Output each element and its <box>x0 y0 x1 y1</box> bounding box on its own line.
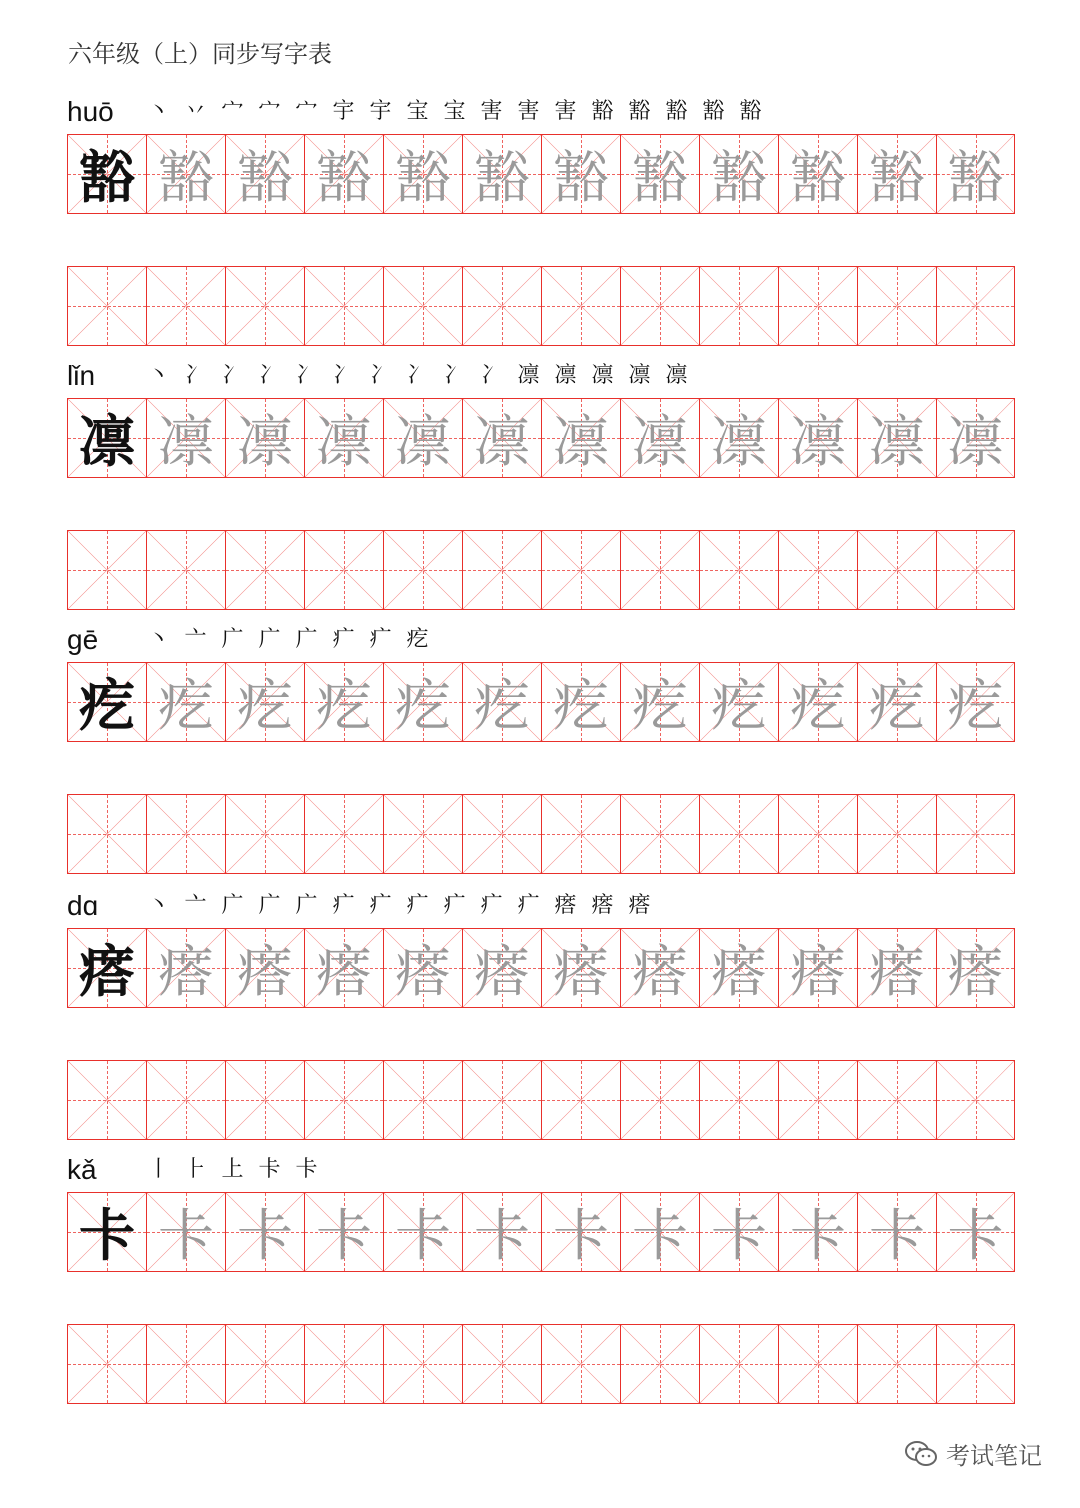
practice-cell[interactable] <box>699 266 778 346</box>
trace-cell <box>936 398 1015 478</box>
stroke-step: 宀 <box>258 99 281 124</box>
stroke-step: 上 <box>221 1157 244 1182</box>
stroke-step: 豁 <box>739 99 762 124</box>
trace-character: 瘩 <box>395 940 451 1005</box>
trace-character: 疙 <box>632 674 688 739</box>
trace-character: 疙 <box>790 674 846 739</box>
practice-cell[interactable] <box>383 1060 462 1140</box>
trace-cell <box>857 662 936 742</box>
trace-character: 凛 <box>869 410 925 475</box>
trace-character: 豁 <box>158 146 214 211</box>
trace-cell <box>225 1192 304 1272</box>
trace-row <box>67 1192 1015 1272</box>
trace-cell <box>304 1192 383 1272</box>
stroke-step: 豁 <box>628 99 651 124</box>
trace-character: 凛 <box>474 410 530 475</box>
trace-cell <box>857 398 936 478</box>
practice-cell[interactable] <box>778 530 857 610</box>
trace-row <box>67 662 1015 742</box>
trace-cell <box>936 134 1015 214</box>
trace-cell <box>778 398 857 478</box>
stroke-step: 豁 <box>665 99 688 124</box>
trace-cell <box>383 1192 462 1272</box>
practice-cell[interactable] <box>699 794 778 874</box>
character-block <box>0 1150 1080 1420</box>
practice-cell[interactable] <box>778 1060 857 1140</box>
practice-cell[interactable] <box>67 1324 146 1404</box>
model-cell <box>67 398 146 478</box>
trace-cell <box>383 928 462 1008</box>
practice-row <box>67 1060 1015 1140</box>
trace-character: 凛 <box>237 410 293 475</box>
model-character: 疙 <box>79 673 135 739</box>
stroke-step: 广 <box>295 893 318 918</box>
trace-character: 瘩 <box>711 940 767 1005</box>
trace-cell <box>620 1192 699 1272</box>
stroke-step: 疒 <box>332 627 355 652</box>
trace-character: 豁 <box>947 146 1004 211</box>
practice-cell[interactable] <box>304 530 383 610</box>
trace-character: 卡 <box>711 1204 767 1269</box>
stroke-step: 疒 <box>480 893 503 918</box>
practice-cell[interactable] <box>146 266 225 346</box>
trace-character: 豁 <box>869 146 925 211</box>
trace-cell <box>778 928 857 1008</box>
stroke-step: 冫 <box>295 363 318 388</box>
stroke-order <box>140 92 769 132</box>
practice-cell[interactable] <box>462 266 541 346</box>
practice-cell[interactable] <box>857 530 936 610</box>
stroke-step: ⺊ <box>184 1157 207 1182</box>
practice-cell[interactable] <box>699 530 778 610</box>
pinyin-label: kǎ <box>67 1154 97 1185</box>
trace-cell <box>462 928 541 1008</box>
trace-character: 疙 <box>947 674 1004 739</box>
trace-cell <box>778 134 857 214</box>
model-cell <box>67 134 146 214</box>
practice-cell[interactable] <box>541 1324 620 1404</box>
trace-character: 豁 <box>474 146 530 211</box>
stroke-step: 宝 <box>443 99 466 124</box>
practice-cell[interactable] <box>146 794 225 874</box>
trace-character: 瘩 <box>869 940 925 1005</box>
trace-cell <box>146 928 225 1008</box>
trace-cell <box>541 134 620 214</box>
stroke-step: 广 <box>258 627 281 652</box>
practice-cell[interactable] <box>67 1060 146 1140</box>
practice-cell[interactable] <box>620 530 699 610</box>
practice-cell[interactable] <box>383 266 462 346</box>
trace-cell <box>383 662 462 742</box>
trace-character: 豁 <box>790 146 846 211</box>
practice-cell[interactable] <box>304 1060 383 1140</box>
trace-cell <box>541 398 620 478</box>
stroke-step: 害 <box>554 99 577 124</box>
trace-cell <box>225 928 304 1008</box>
trace-character: 卡 <box>316 1204 372 1269</box>
trace-cell <box>225 134 304 214</box>
trace-character: 疙 <box>869 674 925 739</box>
stroke-step: 广 <box>258 893 281 918</box>
practice-cell[interactable] <box>225 530 304 610</box>
practice-cell[interactable] <box>936 530 1015 610</box>
trace-character: 瘩 <box>237 940 293 1005</box>
pinyin-label: lǐn <box>67 360 96 391</box>
stroke-step: 凛 <box>591 363 614 388</box>
trace-cell <box>541 928 620 1008</box>
trace-character: 卡 <box>947 1204 1004 1269</box>
trace-cell <box>936 1192 1015 1272</box>
page-title: 六年级（上）同步写字表 <box>68 40 332 68</box>
trace-character: 瘩 <box>790 940 846 1005</box>
practice-cell[interactable] <box>462 530 541 610</box>
trace-character: 瘩 <box>632 940 688 1005</box>
stroke-step: 凛 <box>517 363 540 388</box>
trace-character: 疙 <box>237 674 293 739</box>
stroke-step: 丶 <box>147 363 170 388</box>
stroke-step: 豁 <box>591 99 614 124</box>
trace-character: 卡 <box>395 1204 451 1269</box>
trace-character: 瘩 <box>316 940 372 1005</box>
practice-cell[interactable] <box>857 1324 936 1404</box>
trace-cell <box>383 398 462 478</box>
practice-row <box>67 530 1015 610</box>
practice-cell[interactable] <box>857 794 936 874</box>
stroke-step: 宀 <box>221 99 244 124</box>
trace-character: 凛 <box>632 410 688 475</box>
trace-cell <box>225 398 304 478</box>
trace-cell <box>146 1192 225 1272</box>
stroke-step: 害 <box>480 99 503 124</box>
trace-cell <box>778 662 857 742</box>
trace-character: 疙 <box>553 674 609 739</box>
stroke-step: 丶 <box>147 627 170 652</box>
stroke-order <box>140 620 436 660</box>
trace-cell <box>462 398 541 478</box>
stroke-step: 冫 <box>369 363 392 388</box>
practice-cell[interactable] <box>383 1324 462 1404</box>
practice-cell[interactable] <box>778 1324 857 1404</box>
trace-character: 豁 <box>395 146 451 211</box>
model-character: 凛 <box>79 409 135 475</box>
practice-cell[interactable] <box>936 266 1015 346</box>
trace-character: 豁 <box>553 146 609 211</box>
stroke-step: 丶 <box>147 99 170 124</box>
practice-cell[interactable] <box>699 1324 778 1404</box>
stroke-step: 瘩 <box>628 893 651 918</box>
practice-cell[interactable] <box>304 1324 383 1404</box>
stroke-step: 疒 <box>369 893 392 918</box>
trace-cell <box>541 662 620 742</box>
trace-cell <box>699 398 778 478</box>
trace-cell <box>936 928 1015 1008</box>
stroke-step: 广 <box>295 627 318 652</box>
stroke-step: 冫 <box>406 363 429 388</box>
trace-cell <box>541 1192 620 1272</box>
wechat-icon <box>904 1439 938 1469</box>
practice-cell[interactable] <box>620 1060 699 1140</box>
trace-cell <box>146 662 225 742</box>
practice-cell[interactable] <box>541 1060 620 1140</box>
trace-character: 凛 <box>947 410 1004 475</box>
practice-row <box>67 266 1015 346</box>
character-block <box>0 356 1080 626</box>
stroke-order <box>140 1150 325 1190</box>
trace-character: 疙 <box>711 674 767 739</box>
stroke-step: 宀 <box>295 99 318 124</box>
trace-cell <box>620 928 699 1008</box>
stroke-step: 宝 <box>406 99 429 124</box>
stroke-step: 丶 <box>147 893 170 918</box>
trace-character: 瘩 <box>158 940 214 1005</box>
stroke-step: 疒 <box>517 893 540 918</box>
practice-cell[interactable] <box>383 794 462 874</box>
practice-cell[interactable] <box>620 1324 699 1404</box>
trace-character: 卡 <box>474 1204 530 1269</box>
character-block <box>0 92 1080 362</box>
character-block <box>0 886 1080 1156</box>
practice-cell[interactable] <box>620 266 699 346</box>
trace-character: 卡 <box>237 1204 293 1269</box>
trace-character: 凛 <box>316 410 372 475</box>
practice-cell[interactable] <box>225 794 304 874</box>
stroke-step: 豁 <box>702 99 725 124</box>
stroke-step: 丷 <box>184 99 207 124</box>
trace-cell <box>857 928 936 1008</box>
stroke-step: 疒 <box>369 627 392 652</box>
practice-cell[interactable] <box>304 266 383 346</box>
practice-cell[interactable] <box>541 794 620 874</box>
trace-row <box>67 928 1015 1008</box>
pinyin-label: huō <box>67 96 114 127</box>
practice-cell[interactable] <box>541 266 620 346</box>
trace-character: 卡 <box>632 1204 688 1269</box>
stroke-step: 冫 <box>332 363 355 388</box>
practice-row <box>67 794 1015 874</box>
stroke-step: 凛 <box>628 363 651 388</box>
trace-cell <box>857 134 936 214</box>
stroke-order <box>140 356 695 396</box>
watermark <box>904 1436 1042 1471</box>
trace-cell <box>699 928 778 1008</box>
trace-character: 凛 <box>395 410 451 475</box>
practice-cell[interactable] <box>699 1060 778 1140</box>
trace-character: 豁 <box>316 146 372 211</box>
trace-cell <box>304 398 383 478</box>
practice-cell[interactable] <box>146 530 225 610</box>
model-cell <box>67 1192 146 1272</box>
practice-cell[interactable] <box>936 1324 1015 1404</box>
stroke-step: 瘩 <box>554 893 577 918</box>
trace-cell <box>857 1192 936 1272</box>
trace-cell <box>620 134 699 214</box>
trace-cell <box>699 662 778 742</box>
trace-cell <box>304 134 383 214</box>
stroke-step: 冫 <box>184 363 207 388</box>
watermark-text: 考试笔记 <box>946 1442 1042 1470</box>
trace-cell <box>462 1192 541 1272</box>
trace-row <box>67 398 1015 478</box>
stroke-step: 亠 <box>184 627 207 652</box>
trace-character: 疙 <box>474 674 530 739</box>
trace-cell <box>778 1192 857 1272</box>
trace-character: 卡 <box>869 1204 925 1269</box>
trace-cell <box>620 398 699 478</box>
practice-cell[interactable] <box>936 794 1015 874</box>
stroke-step: 疒 <box>406 893 429 918</box>
trace-row <box>67 134 1015 214</box>
stroke-step: 亠 <box>184 893 207 918</box>
practice-cell[interactable] <box>225 266 304 346</box>
practice-cell[interactable] <box>304 794 383 874</box>
trace-character: 疙 <box>158 674 214 739</box>
trace-character: 凛 <box>553 410 609 475</box>
trace-cell <box>699 1192 778 1272</box>
practice-cell[interactable] <box>778 266 857 346</box>
stroke-order <box>140 886 658 926</box>
practice-cell[interactable] <box>936 1060 1015 1140</box>
stroke-step: 疙 <box>406 627 429 652</box>
practice-cell[interactable] <box>857 1060 936 1140</box>
trace-cell <box>936 662 1015 742</box>
model-character: 豁 <box>79 145 135 211</box>
stroke-step: 冫 <box>258 363 281 388</box>
stroke-step: 疒 <box>443 893 466 918</box>
trace-character: 卡 <box>553 1204 609 1269</box>
trace-character: 凛 <box>158 410 214 475</box>
practice-cell[interactable] <box>462 1060 541 1140</box>
practice-cell[interactable] <box>146 1324 225 1404</box>
stroke-step: 害 <box>517 99 540 124</box>
model-character: 瘩 <box>79 939 135 1005</box>
trace-character: 豁 <box>632 146 688 211</box>
trace-character: 疙 <box>316 674 372 739</box>
practice-cell[interactable] <box>462 1324 541 1404</box>
practice-row <box>67 1324 1015 1404</box>
model-cell <box>67 662 146 742</box>
pinyin-label: dɑ <box>67 890 99 921</box>
trace-cell <box>304 928 383 1008</box>
trace-cell <box>383 134 462 214</box>
stroke-step: 冫 <box>480 363 503 388</box>
practice-cell[interactable] <box>541 530 620 610</box>
trace-cell <box>699 134 778 214</box>
stroke-step: 卡 <box>258 1157 281 1182</box>
stroke-step: 疒 <box>332 893 355 918</box>
stroke-step: 宇 <box>369 99 392 124</box>
practice-cell[interactable] <box>225 1324 304 1404</box>
trace-cell <box>304 662 383 742</box>
practice-cell[interactable] <box>67 266 146 346</box>
trace-cell <box>146 398 225 478</box>
practice-cell[interactable] <box>857 266 936 346</box>
practice-cell[interactable] <box>225 1060 304 1140</box>
trace-character: 瘩 <box>553 940 609 1005</box>
character-block <box>0 620 1080 890</box>
stroke-step: 丨 <box>147 1157 170 1182</box>
stroke-step: 宇 <box>332 99 355 124</box>
trace-cell <box>462 662 541 742</box>
trace-cell <box>146 134 225 214</box>
practice-cell[interactable] <box>462 794 541 874</box>
practice-cell[interactable] <box>778 794 857 874</box>
model-cell <box>67 928 146 1008</box>
trace-character: 豁 <box>237 146 293 211</box>
stroke-step: 瘩 <box>591 893 614 918</box>
trace-character: 瘩 <box>474 940 530 1005</box>
trace-character: 瘩 <box>947 940 1004 1005</box>
trace-cell <box>462 134 541 214</box>
practice-cell[interactable] <box>620 794 699 874</box>
stroke-step: 冫 <box>221 363 244 388</box>
model-character: 卡 <box>79 1203 135 1269</box>
pinyin-label: gē <box>67 624 99 655</box>
practice-cell[interactable] <box>146 1060 225 1140</box>
trace-cell <box>620 662 699 742</box>
stroke-step: 冫 <box>443 363 466 388</box>
trace-cell <box>225 662 304 742</box>
practice-cell[interactable] <box>67 794 146 874</box>
practice-cell[interactable] <box>67 530 146 610</box>
practice-cell[interactable] <box>383 530 462 610</box>
trace-character: 豁 <box>711 146 767 211</box>
trace-character: 卡 <box>790 1204 846 1269</box>
trace-character: 凛 <box>711 410 767 475</box>
stroke-step: 广 <box>221 893 244 918</box>
trace-character: 疙 <box>395 674 451 739</box>
stroke-step: 凛 <box>665 363 688 388</box>
stroke-step: 广 <box>221 627 244 652</box>
trace-character: 凛 <box>790 410 846 475</box>
stroke-step: 卡 <box>295 1157 318 1182</box>
stroke-step: 凛 <box>554 363 577 388</box>
trace-character: 卡 <box>158 1204 214 1269</box>
